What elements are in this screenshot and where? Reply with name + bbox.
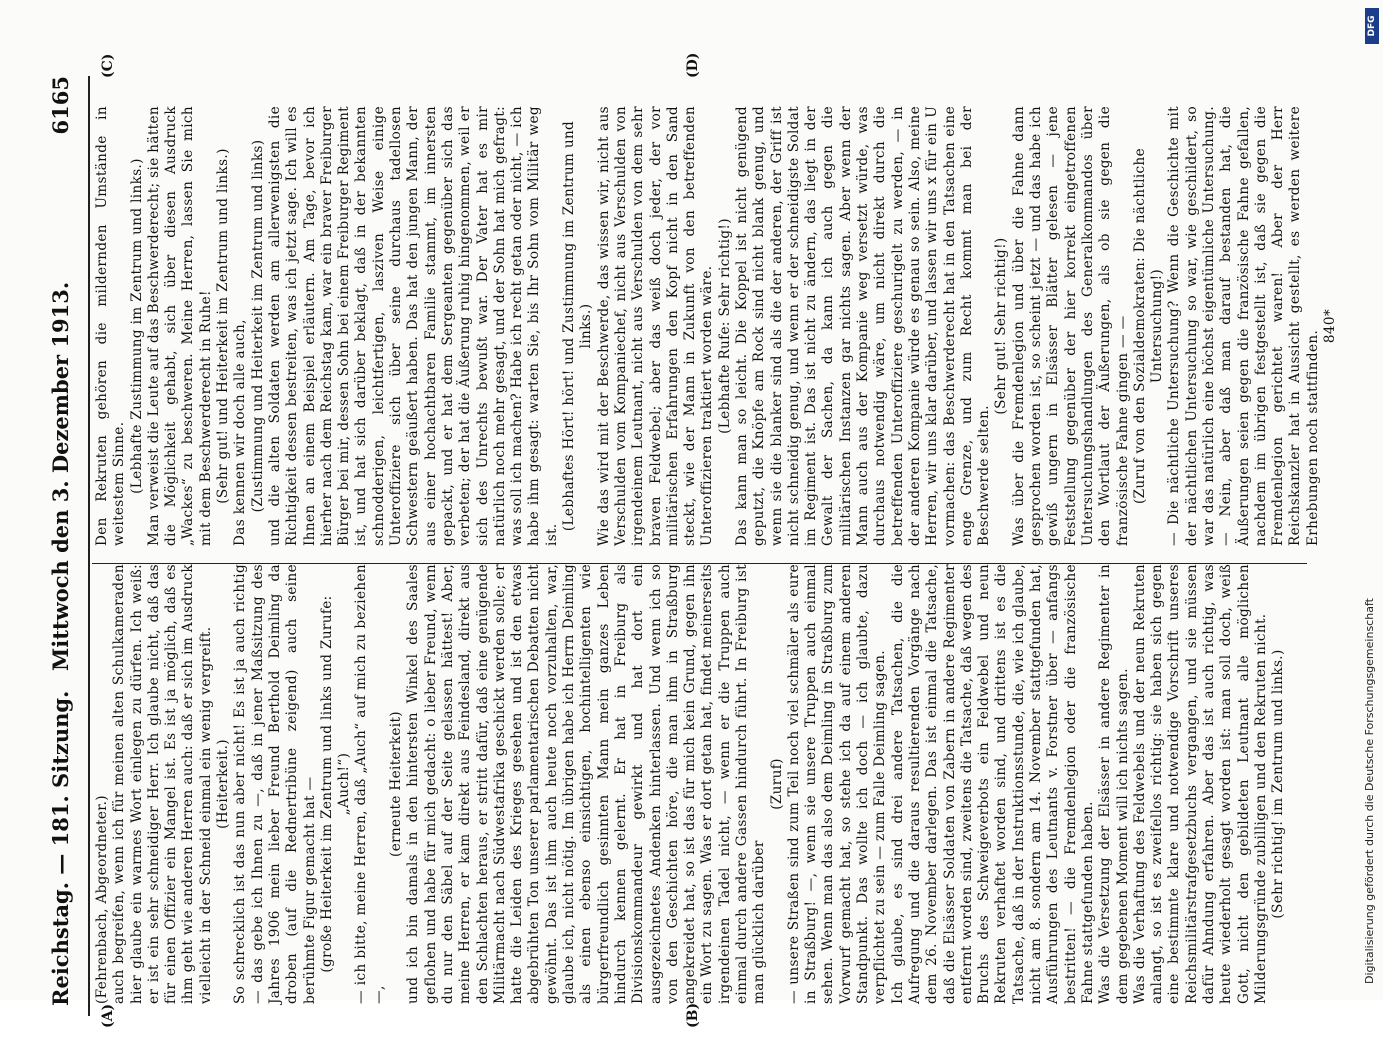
digitization-stamp <box>1336 0 1383 1000</box>
interjection: (Sehr richtig! im Zentrum und links.) <box>1270 649 1287 919</box>
paragraph: Was die Verhaftung des Feldwebels und der neun Rekruten anlangt, so ist es zweifellos richtig: sie haben sich gegen eine bestimmte klare und notwendige Vorschrift unseres Reichsmilitärstrafgesetzbuchs vergangen, und sie müssen dafür Ahndung erfahren. Aber das ist auch richtig, was heute wiederholt gesagt worden ist: man soll doch, weiß Gott, nicht den gebildeten Leutnant alle möglichen Milderungsgründe zubilligen und den Rekruten nicht. <box>1131 564 1269 1004</box>
interjection: (Zustimmung und Heiterkeit im Zentrum und links) <box>249 139 266 513</box>
paragraph: Den Rekruten gehören die mildernden Umstände in weitestem Sinne. <box>94 106 128 546</box>
interjection: (Lebhafte Zustimmung im Zentrum und links.) <box>128 158 145 494</box>
interjection: (Lebhafte Rufe: Sehr richtig!) <box>716 218 733 434</box>
paragraph: — Die nächtliche Untersuchung? Wenn die Geschichte mit der nächtlichen Untersuchung so war, wie geschildert, so war das natürlich eine höchst eigentümliche Untersuchung. — Nein, aber daß man darauf bestanden hat, die Äußerungen seien gegen die französische Fahne gefallen, nachdem im übrigen festgestellt ist, daß sie gegen die Fremdenlegion gerichtet waren! Aber der Herr Reichskanzler hat in Aussicht gestellt, es werden weitere Erhebungen noch stattfinden. <box>1166 106 1321 546</box>
paragraph: Man verweist die Leute auf das Beschwerderecht; sie hätten die Möglichkeit gehabt, sich über diesen Ausdruck „Wackes“ zu beschweren. Meine Herren, lassen Sie mich mit dem Beschwerderecht in Ruhe! <box>145 106 214 546</box>
interjection: (Sehr gut! und Heiterkeit im Zentrum und links.) <box>215 148 232 504</box>
paragraph: Das kennen wir doch alle auch, <box>232 319 249 546</box>
margin-marker-d: (D) <box>685 52 701 78</box>
dfg-logo-text: DFG <box>1367 15 1377 37</box>
margin-marker-a: (A) <box>100 1003 116 1028</box>
paragraph: So schrecklich ist das nun aber nicht! Es ist ja auch richtig — das gebe ich Ihnen zu —, daß in jener Maßsitzung des Jahres 1906 mein lieber Freund Berthold Deimling da droben (auf die Rednertribüne zeigend) auch seine berühmte Figur gemacht hat — <box>232 564 318 1004</box>
funding-note: Digitalisierung gefördert durch die Deutsche Forschungsgemeinschaft <box>1363 598 1376 984</box>
interjection: (Lebhaftes Hört! hört! und Zustimmung im Zentrum und links.) <box>561 120 595 532</box>
paragraph: Was über die Fremdenlegion und über die Fahne dann gesprochen worden ist, so scheint jetzt — und das habe ich gewiß ungern in Elsässer Blätter gelesen — jene Feststellung gegenüber der hier korrekt eingetroffenen Untersuchungshandlungen des Generalkommandos über den Wortlaut der Äußerungen, als ob sie gegen die französische Fahne gingen — — <box>1010 106 1131 546</box>
paragraph: und ich bin damals in den hintersten Winkel des Saales geflohen und habe für mich gedacht: o lieber Freund, wenn du nur den Säbel auf der Seite gelassen hättest! Aber, meine Herren, er kam direkt aus Feindesland, direkt aus den Schlachten heraus, er stritt dafür, daß eine genügende Militärmacht nach Südwestafrika geschickt werden solle; er hatte die Leiden des Krieges gesehen und ist den etwas abgebrühten Ton unserer parlamentarischen Debatten nicht gewöhnt. Das ist ihm auch heute noch vorzuhalten, war, glaube ich, nicht nötig. Im übrigen habe ich Herrn Deimling als einen ebenso einsichtigen, hochintelligenten wie bürgerfreundlich gesinnten Mann mein ganzes Leben hindurch kennen gelernt. Er hat in Freiburg als Divisionskommandeur gewirkt und hat dort ein ausgezeichnetes Andenken hinterlassen. Und wenn ich so von den Geschichten höre, die man ihm in Straßburg angekreidet hat, so ist das für mich kein Grund, gegen ihn ein Wort zu sagen. Was er dort getan hat, findet meinerseits irgendeinen Tadel nicht, — wenn er die Truppen auch einmal durch andere Gassen hindurch führt. In Freiburg ist man glücklich darüber <box>405 564 768 1004</box>
margin-marker-b: (B) <box>685 1002 701 1028</box>
printer-signature: 840* <box>1322 308 1339 344</box>
page-number: 6165 <box>48 76 73 135</box>
paragraph: — unsere Straßen sind zum Teil noch viel schmäler als eure in Straßburg! —, wenn sie unsere Truppen auch einmal sehen. Wenn man das also dem Deimling in Straßburg zum Vorwurf gemacht hat, so stehe ich da auf einem anderen Standpunkt. Das wollte ich doch — ich glaubte, dazu verpflichtet zu sein — zum Falle Deimling sagen. <box>785 564 889 1004</box>
interjection: (große Heiterkeit im Zentrum und links und Zurufe: „Auch!“) <box>318 595 353 973</box>
header-rule <box>88 76 90 1016</box>
running-header-left: Reichstag. — 181. Sitzung. <box>48 690 73 1006</box>
paragraph: und die alten Soldaten werden am allerwenigsten die Richtigkeit dessen bestreiten, was ich jetzt sage. Ich will es Ihnen an einem Beispiel erläutern. Am Tage, bevor ich hierher nach dem Reichstag kam, war ein braver Freiburger Bürger bei mir, dessen Sohn bei einem Freiburger Regiment ist, und hat sich darüber beklagt, daß in der bekannten schnodderigen, leichtfertigen, lasziven Weise einige Unteroffiziere sich über seine durchaus tadellosen Schwestern geäußert haben. Das hat den jungen Mann, der aus einer hochachtbaren Familie stammt, im innersten gepackt, und er hat dem Sergeanten gegenüber sich das verbeten; der hat die Äußerung ruhig hingenommen, weil er sich des Unrechts bewußt war. Der Vater hat es mir natürlich noch mehr gesagt, und der Sohn hat mich gefragt: was soll ich machen? Habe ich recht getan oder nicht, — ich habe ihm gesagt: warten Sie, bis Ihr Sohn vom Militär weg ist. <box>266 106 560 546</box>
paragraph: — ich bitte, meine Herren, daß „Auch“ auf mich zu beziehen —, <box>353 564 387 1004</box>
interjection: (Heiterkeit.) <box>215 739 232 829</box>
margin-marker-c: (C) <box>100 53 116 78</box>
paragraph: Ich glaube, es sind drei andere Tatsachen, die die Aufregung und die daraus resultierenden Vorgänge nach dem 26. November darlegen. Das ist einmal die Tatsache, daß die Elsässer Soldaten von Zabern in andere Regimenter entfernt worden sind, zweitens die Tatsache, daß wegen des Bruchs des Schweigeverbots ein Feldwebel und neun Rekruten verhaftet worden sind, und drittens ist es die Tatsache, daß in der Instruktionsstunde, die, wie ich glaube, nicht am 8. sondern am 14. November stattgefunden hat, Ausführungen des Leutnants v. Forstner über — anfangs bestritten! — die Fremdenlegion oder die französische Fahne stattgefunden haben. <box>889 564 1096 1004</box>
paragraph: Das kann man so leicht. Die Koppel ist nicht genügend geputzt, die Knöpfe am Rock sind nicht blank genug, und wenn sie die blanker sind als die der anderen, der Griff ist nicht schneidig genug, und wenn er der schneidigste Soldat im Regiment ist. Das ist nicht zu ändern, das liegt in der Gewalt der Sachen, da kann ich auch gegen die militärischen Instanzen gar nichts sagen. Aber wenn der Mann auch aus der Kompanie weg versetzt würde, was durchaus notwendig wäre, um nicht direkt durch die betreffenden Unteroffiziere geschurigelt zu werden, — in der anderen Kompanie würde es genau so sein. Also, meine Herren, wir uns klar darüber, und lassen wir uns x für ein U vormachen: das Beschwerderecht hat in den Tatsachen eine enge Grenze, und zum Recht kommt man bei der Beschwerde selten. <box>733 106 993 546</box>
paragraph: Wie das wird mit der Beschwerde, das wissen wir, nicht aus Verschulden vom Kompaniechef, nicht aus Verschulden von irgendeinem Leutnant, nicht aus Verschulden von dem sehr braven Feldwebel; aber das weiß doch jeder, der vor militärischen Erfahrungen den Kopf nicht in den Sand steckt, wie der Mann in Zukunft von den betreffenden Unteroffizieren traktiert worden wäre. <box>595 106 716 546</box>
paragraph: Was die Versetzung der Elsässer in andere Regimenter in dem gegebenen Moment will ich nichts sagen. <box>1097 564 1131 1004</box>
interjection: (Zuruf) <box>768 758 785 810</box>
interjection: (Sehr gut! Sehr richtig!) <box>993 237 1010 415</box>
paragraph: auch begreifen, wenn ich für meinen alten Schulkameraden hier glaube ein warmes Wort einlegen zu dürfen. Ich weiß: er ist ein sehr schneidiger Herr. Ich glaube nicht, daß das für einen Offizier ein Mangel ist. Es ist ja möglich, daß es ihm geht wie anderen Herren auch: daß er sich im Ausdruck vielleicht in der Schneid einmal ein wenig vergreift. <box>111 564 214 1004</box>
rotated-document-page <box>30 46 1339 1046</box>
dfg-logo-icon <box>1365 8 1379 44</box>
interjection: (Zuruf von den Sozialdemokraten: Die nächtliche Untersuchung!) <box>1131 148 1166 505</box>
interjection: (erneute Heiterkeit) <box>388 711 405 857</box>
left-column <box>94 564 1287 1004</box>
right-column <box>94 106 1339 546</box>
running-header-date: Mittwoch den 3. Dezember 1913. <box>48 281 73 671</box>
speaker-attribution: (Fehrenbach, Abgeordneter.) <box>94 795 110 1004</box>
